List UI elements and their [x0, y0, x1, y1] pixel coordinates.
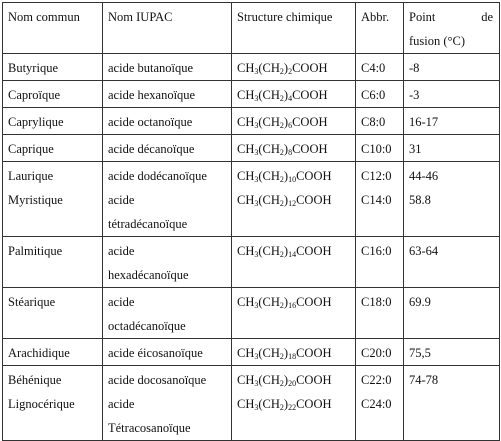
common-name-text: Palmitique	[8, 244, 63, 258]
melting-point-cell	[404, 366, 500, 441]
table-row	[3, 339, 500, 366]
formula-subscript: 10	[288, 175, 297, 184]
formula-text: )	[283, 142, 289, 156]
formula-text: CH	[237, 142, 255, 156]
iupac-name-text: acide éicosanoïque	[108, 346, 203, 360]
iupac-name-cell	[103, 366, 232, 441]
common-name-text: Laurique	[8, 169, 54, 183]
formula-text: (CH	[258, 88, 280, 102]
structure-cell	[232, 339, 356, 366]
iupac-name-text: acide docosanoïque	[108, 373, 207, 387]
iupac-name-cell	[103, 135, 232, 162]
formula-text: CH	[237, 373, 255, 387]
formula-text: )	[283, 115, 289, 129]
formula-subscript: 20	[288, 379, 297, 388]
abbreviation-cell	[356, 339, 404, 366]
structure-cell	[232, 81, 356, 108]
formula-subscript: 2	[279, 301, 284, 310]
formula-subscript: 3	[254, 148, 259, 157]
abbreviation-cell	[356, 162, 404, 237]
melting-point-text: 63-64	[409, 244, 439, 258]
iupac-name-cell	[103, 81, 232, 108]
iupac-name-text: hexadécanoïque	[108, 268, 189, 282]
table-header-row	[3, 3, 500, 54]
chemical-formula	[237, 290, 355, 314]
table-row	[3, 135, 500, 162]
common-name-cell	[3, 81, 103, 108]
abbreviation-cell	[356, 288, 404, 339]
header-melting-point-word1: Point	[409, 10, 436, 24]
abbreviation-text: C12:0	[361, 169, 392, 183]
formula-text: CH	[237, 61, 255, 75]
structure-cell	[232, 54, 356, 81]
melting-point-cell	[404, 162, 500, 237]
iupac-name-text: acide dodécanoïque	[108, 169, 207, 183]
formula-text: (CH	[258, 346, 280, 360]
abbreviation-text: C8:0	[361, 115, 386, 129]
formula-text: CH	[237, 397, 255, 411]
iupac-name-text: acide	[108, 193, 135, 207]
formula-subscript: 16	[288, 301, 297, 310]
formula-subscript: 3	[254, 250, 259, 259]
abbreviation-cell	[356, 108, 404, 135]
formula-text: (CH	[258, 142, 280, 156]
formula-text: COOH	[296, 373, 332, 387]
common-name-text: Caprylique	[8, 115, 64, 129]
table-row	[3, 237, 500, 288]
abbreviation-text: C4:0	[361, 61, 386, 75]
table-row	[3, 288, 500, 339]
melting-point-cell	[404, 237, 500, 288]
header-melting-point	[404, 3, 500, 54]
iupac-name-cell	[103, 108, 232, 135]
common-name-text: Stéarique	[8, 295, 56, 309]
iupac-name-cell	[103, 339, 232, 366]
formula-subscript: 2	[279, 199, 284, 208]
formula-text: CH	[237, 295, 255, 309]
abbreviation-cell	[356, 81, 404, 108]
melting-point-text: 58.8	[409, 193, 431, 207]
formula-subscript: 12	[288, 199, 297, 208]
melting-point-text: 69.9	[409, 295, 431, 309]
melting-point-text: 44-46	[409, 169, 439, 183]
common-name-cell	[3, 108, 103, 135]
formula-subscript: 2	[279, 403, 284, 412]
iupac-name-text: tétradécanoïque	[108, 217, 188, 231]
formula-text: COOH	[296, 346, 332, 360]
formula-subscript: 2	[279, 379, 284, 388]
table-row	[3, 54, 500, 81]
structure-cell	[232, 237, 356, 288]
formula-subscript: 3	[254, 301, 259, 310]
formula-text: COOH	[292, 115, 328, 129]
common-name-cell	[3, 162, 103, 237]
formula-text: )	[283, 346, 289, 360]
formula-text: )	[283, 397, 289, 411]
formula-text: COOH	[292, 88, 328, 102]
iupac-name-text: acide hexanoïque	[108, 88, 196, 102]
common-name-text: Béhénique	[8, 373, 62, 387]
common-name-text: Butyrique	[8, 61, 58, 75]
common-name-text: Arachidique	[8, 346, 70, 360]
iupac-name-text: Tétracosanoïque	[108, 421, 191, 435]
formula-text: COOH	[296, 193, 332, 207]
formula-text: (CH	[258, 61, 280, 75]
formula-subscript: 8	[288, 148, 293, 157]
formula-subscript: 6	[288, 121, 293, 130]
abbreviation-cell	[356, 135, 404, 162]
formula-subscript: 3	[254, 379, 259, 388]
melting-point-text: 75,5	[409, 346, 431, 360]
melting-point-text: -8	[409, 61, 420, 75]
formula-text: (CH	[258, 397, 280, 411]
header-iupac-name: Nom IUPAC	[103, 3, 232, 54]
table-row	[3, 108, 500, 135]
chemical-formula	[237, 137, 355, 161]
table-row	[3, 81, 500, 108]
formula-subscript: 2	[279, 94, 284, 103]
formula-subscript: 14	[288, 250, 297, 259]
iupac-name-text: acide	[108, 397, 135, 411]
abbreviation-cell	[356, 237, 404, 288]
common-name-text: Caprique	[8, 142, 54, 156]
fatty-acid-table	[2, 2, 500, 441]
formula-subscript: 4	[288, 94, 293, 103]
melting-point-cell	[404, 54, 500, 81]
chemical-formula	[237, 188, 355, 212]
formula-text: CH	[237, 193, 255, 207]
melting-point-cell	[404, 339, 500, 366]
table-row	[3, 162, 500, 237]
abbreviation-text: C16:0	[361, 244, 392, 258]
formula-subscript: 3	[254, 67, 259, 76]
formula-text: (CH	[258, 115, 280, 129]
abbreviation-text: C22:0	[361, 373, 392, 387]
melting-point-cell	[404, 108, 500, 135]
iupac-name-cell	[103, 54, 232, 81]
abbreviation-cell	[356, 54, 404, 81]
header-common-name: Nom commun	[3, 3, 103, 54]
iupac-name-text: acide	[108, 295, 135, 309]
formula-text: CH	[237, 115, 255, 129]
abbreviation-text: C24:0	[361, 397, 392, 411]
formula-text: (CH	[258, 373, 280, 387]
abbreviation-text: C6:0	[361, 88, 386, 102]
formula-text: CH	[237, 346, 255, 360]
abbreviation-text: C10:0	[361, 142, 392, 156]
melting-point-cell	[404, 288, 500, 339]
formula-text: )	[283, 373, 289, 387]
header-melting-point-line2: fusion (°C)	[409, 34, 466, 48]
formula-text: CH	[237, 244, 255, 258]
formula-subscript: 2	[279, 175, 284, 184]
structure-cell	[232, 366, 356, 441]
iupac-name-text: acide octanoïque	[108, 115, 193, 129]
chemical-formula	[237, 83, 355, 107]
formula-subscript: 2	[279, 67, 284, 76]
formula-subscript: 22	[288, 403, 297, 412]
formula-text: (CH	[258, 295, 280, 309]
iupac-name-text: acide décanoïque	[108, 142, 195, 156]
formula-subscript: 3	[254, 94, 259, 103]
common-name-cell	[3, 54, 103, 81]
common-name-text: Lignocérique	[8, 397, 75, 411]
formula-text: )	[283, 295, 289, 309]
formula-subscript: 18	[288, 352, 297, 361]
formula-text: )	[283, 193, 289, 207]
formula-text: COOH	[296, 295, 332, 309]
iupac-name-cell	[103, 162, 232, 237]
abbreviation-text: C14:0	[361, 193, 392, 207]
iupac-name-text: acide butanoïque	[108, 61, 194, 75]
iupac-name-cell	[103, 237, 232, 288]
formula-subscript: 2	[279, 121, 284, 130]
common-name-cell	[3, 366, 103, 441]
iupac-name-cell	[103, 288, 232, 339]
melting-point-cell	[404, 135, 500, 162]
formula-subscript: 2	[279, 148, 284, 157]
common-name-cell	[3, 237, 103, 288]
abbreviation-text: C18:0	[361, 295, 392, 309]
chemical-formula	[237, 110, 355, 134]
formula-subscript: 3	[254, 121, 259, 130]
structure-cell	[232, 288, 356, 339]
formula-text: )	[283, 88, 289, 102]
formula-subscript: 2	[279, 250, 284, 259]
table-row	[3, 366, 500, 441]
formula-subscript: 3	[254, 199, 259, 208]
chemical-formula	[237, 392, 355, 416]
formula-text: COOH	[296, 244, 332, 258]
formula-subscript: 2	[288, 67, 293, 76]
formula-text: CH	[237, 88, 255, 102]
common-name-text: Caproïque	[8, 88, 61, 102]
formula-text: (CH	[258, 193, 280, 207]
melting-point-text: 74-78	[409, 373, 439, 387]
structure-cell	[232, 162, 356, 237]
formula-text: CH	[237, 169, 255, 183]
formula-text: COOH	[292, 142, 328, 156]
common-name-cell	[3, 339, 103, 366]
formula-text: COOH	[296, 397, 332, 411]
structure-cell	[232, 135, 356, 162]
formula-subscript: 3	[254, 403, 259, 412]
abbreviation-text: C20:0	[361, 346, 392, 360]
common-name-cell	[3, 288, 103, 339]
chemical-formula	[237, 56, 355, 80]
iupac-name-text: acide	[108, 244, 135, 258]
melting-point-text: 16-17	[409, 115, 439, 129]
chemical-formula	[237, 368, 355, 392]
formula-text: (CH	[258, 244, 280, 258]
chemical-formula	[237, 239, 355, 263]
fatty-acid-document	[2, 2, 499, 441]
abbreviation-cell	[356, 366, 404, 441]
header-structure: Structure chimique	[232, 3, 356, 54]
formula-text: )	[283, 169, 289, 183]
formula-subscript: 2	[279, 352, 284, 361]
formula-text: COOH	[296, 169, 332, 183]
melting-point-text: -3	[409, 88, 420, 102]
formula-subscript: 3	[254, 352, 259, 361]
formula-text: COOH	[292, 61, 328, 75]
common-name-text: Myristique	[8, 193, 63, 207]
common-name-cell	[3, 135, 103, 162]
melting-point-cell	[404, 81, 500, 108]
header-melting-point-word2: de	[481, 10, 493, 24]
formula-subscript: 3	[254, 175, 259, 184]
structure-cell	[232, 108, 356, 135]
chemical-formula	[237, 164, 355, 188]
formula-text: )	[283, 244, 289, 258]
formula-text: (CH	[258, 169, 280, 183]
melting-point-text: 31	[409, 142, 422, 156]
header-abbreviation: Abbr.	[356, 3, 404, 54]
chemical-formula	[237, 341, 355, 365]
formula-text: )	[283, 61, 289, 75]
iupac-name-text: octadécanoïque	[108, 319, 186, 333]
table-body	[3, 54, 500, 441]
